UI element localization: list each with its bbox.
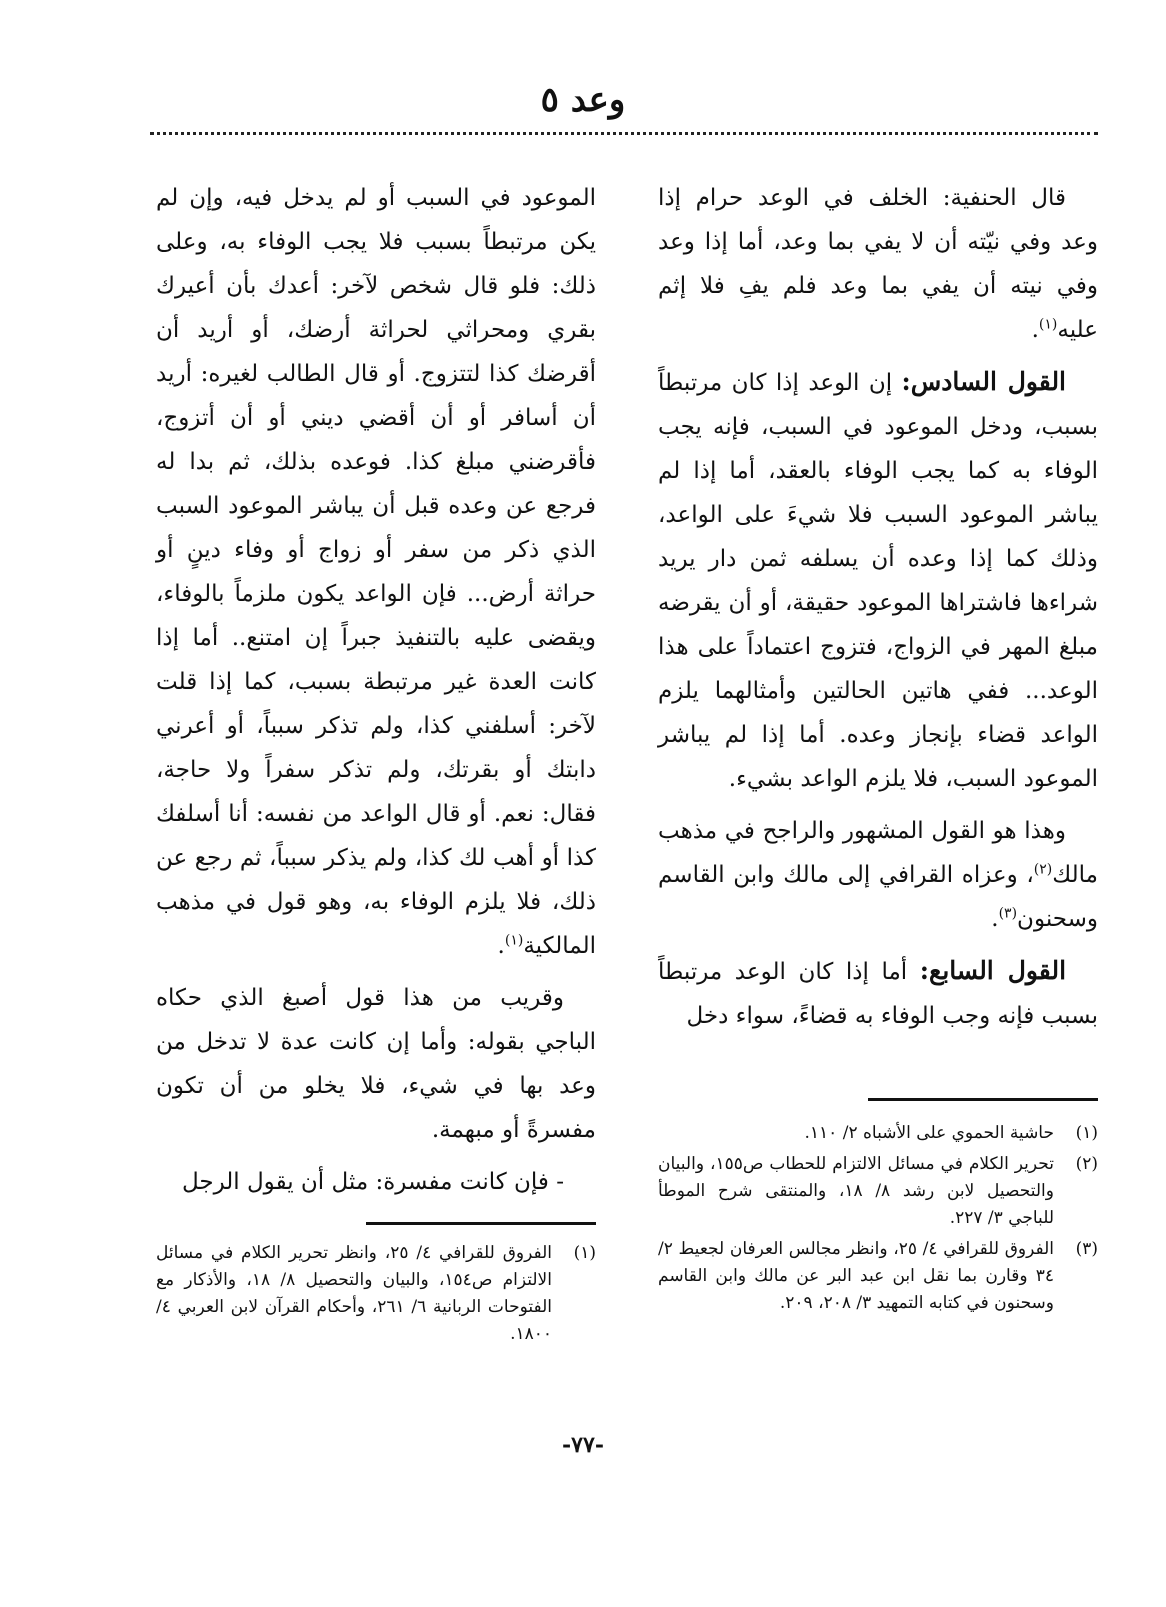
footnote-ref[interactable]: (٣) xyxy=(998,905,1018,922)
header-dotted-rule xyxy=(150,132,1098,135)
footnotes-right xyxy=(658,1120,1098,1321)
footnote-text: تحرير الكلام في مسائل الالتزام للحطاب ص١٥٥، والبيان والتحصيل لابن رشد ٨/ ١٨، والمنتقى شرح الموطأ للباجي ٣/ ٢٢٧. xyxy=(658,1154,1054,1228)
footnote-text: حاشية الحموي على الأشباه ٢/ ١١٠. xyxy=(804,1123,1054,1143)
section-lead: القول السادس: xyxy=(901,367,1067,396)
footnote-number: (١) xyxy=(573,1243,596,1263)
footnote-separator xyxy=(868,1098,1098,1101)
footnote-number: (٢) xyxy=(1075,1154,1098,1174)
left-text-column xyxy=(156,176,596,1212)
section-lead: القول السابع: xyxy=(919,956,1067,985)
footnote-text: الفروق للقرافي ٤/ ٢٥، وانظر تحرير الكلام في مسائل الالتزام ص١٥٤، والبيان والتحصيل ٨/ ١٨، والأذكار مع الفتوحات الربانية ٦/ ٢٦١، وأحكام القرآن لابن العربي ٤/ ١٨٠٠. xyxy=(156,1243,552,1344)
paragraph: الموعود في السبب أو لم يدخل فيه، وإن لم يكن مرتبطاً بسبب فلا يجب الوفاء به، وعلى ذلك: فلو قال شخص لآخر: أعدك بأن أعيرك بقري ومحراثي لحراثة أرضك، أو أريد أن أقرضك كذا لتتزوج. أو قال الطالب لغيره: أريد أن أسافر أو أن أقضي ديني أو أن أتزوج، فأقرضني مبلغ كذا. فوعده بذلك، ثم بدا له فرجع عن وعده قبل أن يباشر الموعود السبب الذي ذكر من سفر أو زواج أو وفاء دينٍ أو حراثة أرض... فإن الواعد يكون ملزماً بالوفاء، ويقضى عليه بالتنفيذ جبراً إن امتنع.. أما إذا كانت العدة غير مرتبطة بسبب، كما إذا قلت لآخر: أسلفني كذا، ولم تذكر سبباً، أو أعرني دابتك أو بقرتك، ولم تذكر سفراً ولا حاجة، فقال: نعم. أو قال الواعد من نفسه: أنا أسلفك كذا أو أهب لك كذا، ولم يذكر سبباً، ثم رجع عن ذلك، فلا يلزم الوفاء به، وهو قول في مذهب المالكية$^{(١)}$. xyxy=(156,185,596,959)
footnote-text: الفروق للقرافي ٤/ ٢٥، وانظر مجالس العرفان لجعيط ٢/ ٣٤ وقارن بما نقل ابن عبد البر عن مالك وابن القاسم وسحنون في كتابه التمهيد ٣/ ٢٠٨، ٢٠٩. xyxy=(658,1239,1054,1313)
footnote-item xyxy=(658,1120,1098,1147)
footnote-separator xyxy=(366,1222,596,1225)
paragraph: القول السابع: أما إذا كان الوعد مرتبطاً بسبب فإنه وجب الوفاء به قضاءً، سواء دخل xyxy=(658,956,1098,1029)
footnote-number: (٣) xyxy=(1075,1239,1098,1259)
footnote-ref[interactable]: (٢) xyxy=(1033,861,1053,878)
paragraph: القول السادس: إن الوعد إذا كان مرتبطاً بسبب، ودخل الموعود في السبب، فإنه يجب الوفاء به كما يجب الوفاء بالعقد، أما إذا لم يباشر الموعود السبب فلا شيءَ على الواعد، وذلك كما إذا وعده أن يسلفه ثمن دار يريد شراءها فاشتراها الموعود حقيقة، أو أن يقرضه مبلغ المهر في الزواج، فتزوج اعتماداً على هذا الوعد... ففي هاتين الحالتين وأمثالهما يلزم الواعد قضاء بإنجاز وعده. أما إذا لم يباشر الموعود السبب، فلا يلزم الواعد بشيء. xyxy=(658,367,1098,792)
footnotes-left xyxy=(156,1240,596,1352)
running-header: وعد ٥ xyxy=(540,80,626,120)
paragraph: وقريب من هذا قول أصبغ الذي حكاه الباجي بقوله: وأما إن كانت عدة لا تدخل من وعد بها في شيء، فلا يخلو من أن تكون مفسرةً أو مبهمة. xyxy=(156,985,596,1143)
footnote-item xyxy=(658,1151,1098,1232)
paragraph: وهذا هو القول المشهور والراجح في مذهب مالك$^{(٢)}$، وعزاه القرافي إلى مالك وابن القاسم وسحنون$^{(٣)}$. xyxy=(658,818,1098,932)
footnote-item xyxy=(156,1240,596,1348)
footnote-number: (١) xyxy=(1075,1123,1098,1143)
right-text-column xyxy=(658,176,1098,1046)
footnote-ref[interactable]: (١) xyxy=(504,932,524,949)
page-number: -٧٧- xyxy=(562,1432,604,1458)
paragraph: - فإن كانت مفسرة: مثل أن يقول الرجل xyxy=(181,1169,564,1195)
paragraph: قال الحنفية: الخلف في الوعد حرام إذا وعد وفي نيّته أن لا يفي بما وعد، أما إذا وعد وفي نيته أن يفي بما وعد فلم يفِ فلا إثم عليه$^{(١)}$. xyxy=(658,185,1098,343)
footnote-item xyxy=(658,1236,1098,1317)
footnote-ref[interactable]: (١) xyxy=(1038,316,1058,333)
